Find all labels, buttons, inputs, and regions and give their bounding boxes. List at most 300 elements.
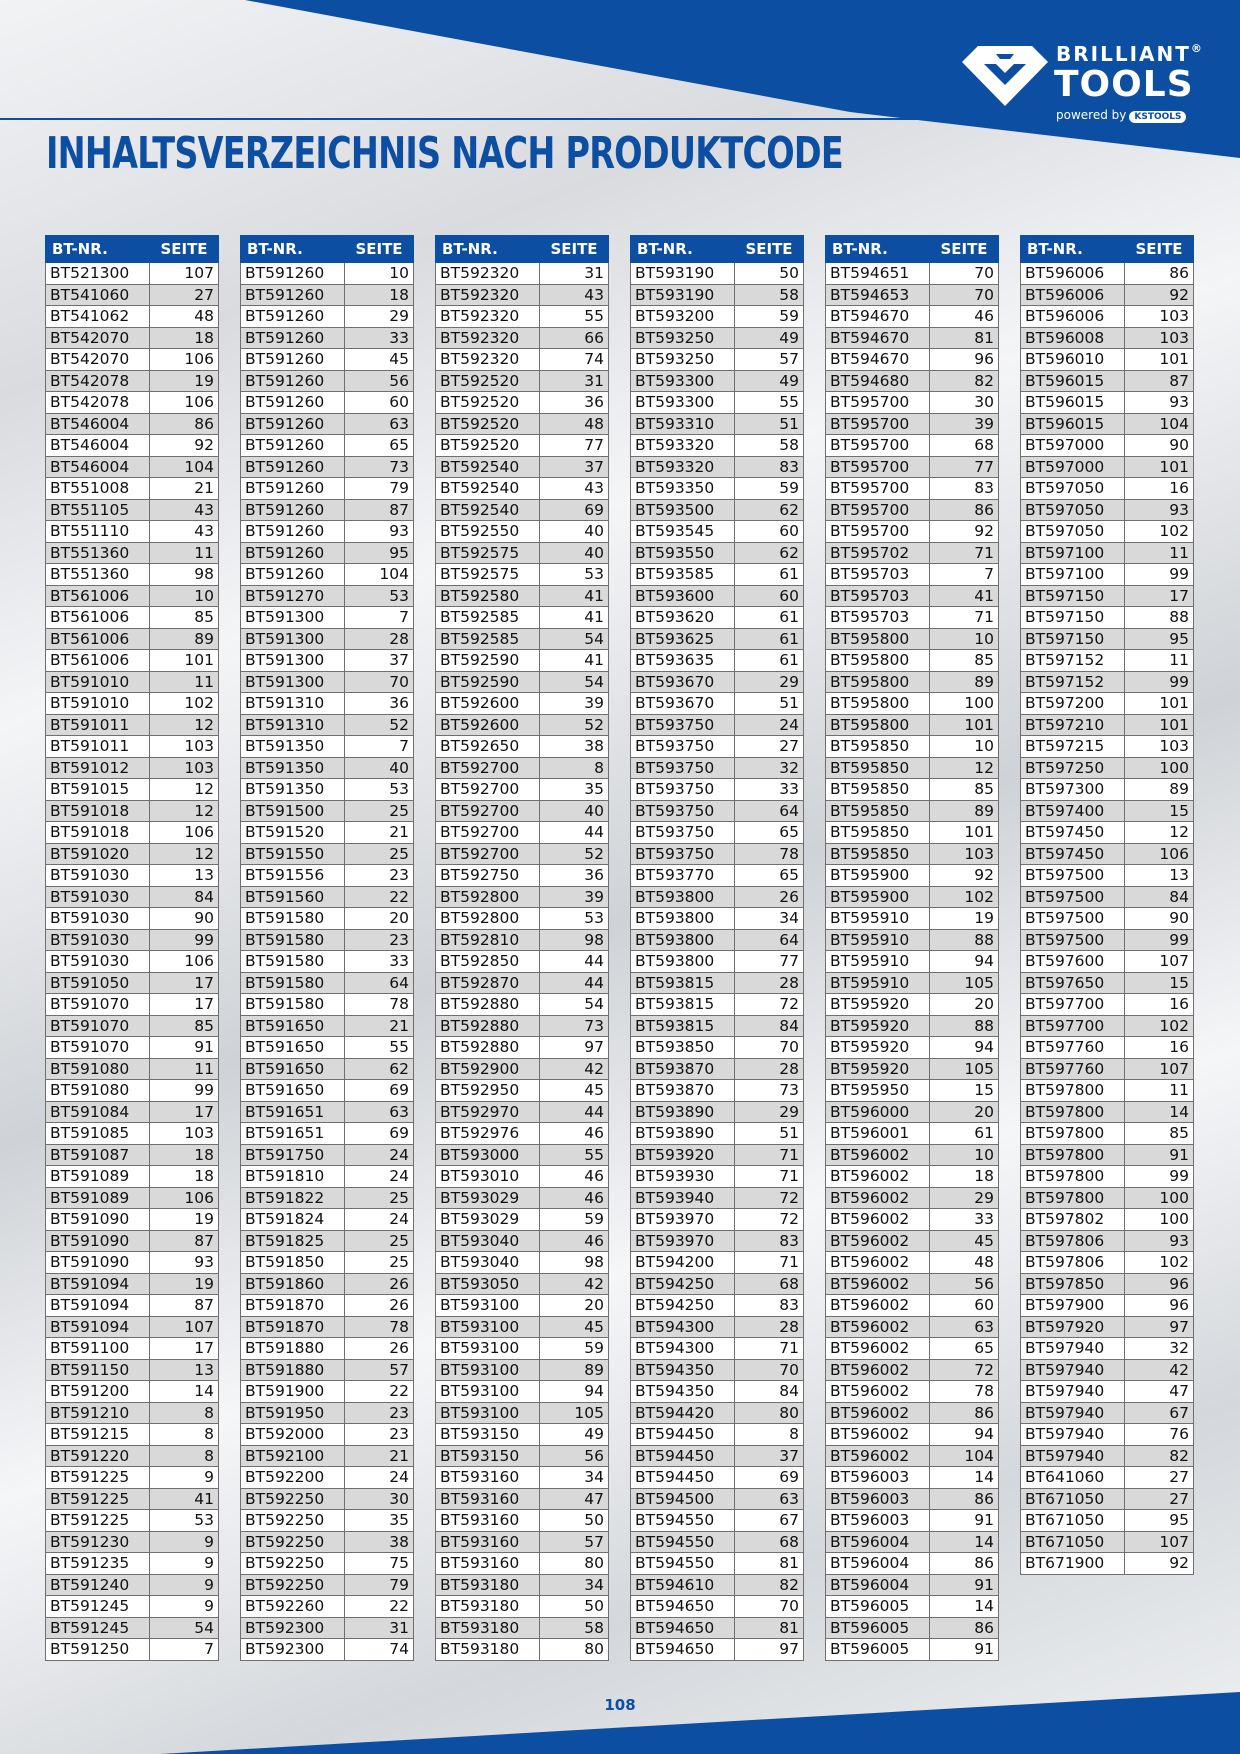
table-row [241, 1123, 414, 1145]
page-cell: 61 [735, 564, 804, 586]
page-cell: 55 [540, 1144, 609, 1166]
table-row [436, 1230, 609, 1252]
page-cell: 101 [1125, 349, 1194, 371]
product-code-cell: BT592580 [436, 585, 540, 607]
page-cell: 92 [930, 865, 999, 887]
product-code-cell: BT593750 [631, 843, 735, 865]
table-row [436, 349, 609, 371]
product-code-cell: BT591651 [241, 1123, 345, 1145]
page-cell: 95 [345, 542, 414, 564]
page-title: INHALTSVERZEICHNIS NACH PRODUKTCODE [46, 128, 843, 179]
table-row [46, 1058, 219, 1080]
table-row [241, 736, 414, 758]
page-cell: 29 [345, 306, 414, 328]
table-row [241, 1424, 414, 1446]
product-code-cell: BT591880 [241, 1359, 345, 1381]
product-code-cell: BT591270 [241, 585, 345, 607]
product-code-cell: BT592300 [241, 1617, 345, 1639]
product-code-cell: BT592540 [436, 499, 540, 521]
page-cell: 98 [540, 929, 609, 951]
page-cell: 8 [735, 1424, 804, 1446]
product-code-cell: BT597700 [1021, 994, 1125, 1016]
table-row [241, 521, 414, 543]
product-code-cell: BT591260 [241, 521, 345, 543]
product-code-cell: BT596006 [1021, 284, 1125, 306]
product-code-cell: BT595700 [826, 413, 930, 435]
page-cell: 71 [930, 607, 999, 629]
table-row [631, 736, 804, 758]
page-cell: 61 [930, 1123, 999, 1145]
column-header-page: SEITE [540, 236, 609, 263]
table-row [631, 1359, 804, 1381]
table-row [46, 1273, 219, 1295]
product-code-cell: BT592250 [241, 1510, 345, 1532]
table-row [241, 1295, 414, 1317]
product-code-cell: BT592950 [436, 1080, 540, 1102]
product-code-cell: BT593100 [436, 1359, 540, 1381]
page-cell: 55 [735, 392, 804, 414]
page-cell: 7 [150, 1639, 219, 1661]
product-code-cell: BT593300 [631, 370, 735, 392]
table-row [1021, 822, 1194, 844]
product-code-cell: BT593100 [436, 1402, 540, 1424]
table-row [241, 714, 414, 736]
product-code-cell: BT593870 [631, 1080, 735, 1102]
page-cell: 92 [1125, 1553, 1194, 1575]
table-row [241, 1166, 414, 1188]
page-cell: 101 [1125, 693, 1194, 715]
product-code-cell: BT592700 [436, 822, 540, 844]
product-code-cell: BT595850 [826, 757, 930, 779]
product-code-cell: BT546004 [46, 413, 150, 435]
table-row [46, 1252, 219, 1274]
table-row [241, 693, 414, 715]
table-row [1021, 800, 1194, 822]
page-cell: 86 [1125, 263, 1194, 285]
product-code-cell: BT594250 [631, 1295, 735, 1317]
page-cell: 92 [930, 521, 999, 543]
page-cell: 40 [540, 542, 609, 564]
product-code-cell: BT593625 [631, 628, 735, 650]
page-cell: 69 [345, 1080, 414, 1102]
table-row [826, 693, 999, 715]
table-row [826, 714, 999, 736]
product-code-cell: BT591070 [46, 994, 150, 1016]
page-cell: 103 [1125, 306, 1194, 328]
product-code-cell: BT591220 [46, 1445, 150, 1467]
product-code-cell: BT596003 [826, 1488, 930, 1510]
page-cell: 15 [930, 1080, 999, 1102]
page-cell: 14 [930, 1596, 999, 1618]
table-row [46, 929, 219, 951]
page-cell: 70 [735, 1359, 804, 1381]
table-row [631, 1381, 804, 1403]
table-row [826, 306, 999, 328]
page-cell: 76 [1125, 1424, 1194, 1446]
table-row [436, 865, 609, 887]
product-code-cell: BT594350 [631, 1381, 735, 1403]
product-code-cell: BT593500 [631, 499, 735, 521]
page-cell: 19 [150, 1209, 219, 1231]
page-cell: 54 [540, 994, 609, 1016]
table-row [1021, 1080, 1194, 1102]
table-row [241, 1080, 414, 1102]
table-row [1021, 972, 1194, 994]
page-cell: 8 [150, 1424, 219, 1446]
table-row [631, 1639, 804, 1661]
product-code-cell: BT591200 [46, 1381, 150, 1403]
product-code-cell: BT596002 [826, 1316, 930, 1338]
page-cell: 25 [345, 1187, 414, 1209]
product-code-cell: BT591260 [241, 413, 345, 435]
product-code-cell: BT591018 [46, 800, 150, 822]
product-code-cell: BT593635 [631, 650, 735, 672]
product-code-cell: BT592250 [241, 1531, 345, 1553]
page-cell: 86 [930, 1402, 999, 1424]
page-cell: 62 [345, 1058, 414, 1080]
page-cell: 31 [540, 263, 609, 285]
table-row [1021, 1187, 1194, 1209]
table-row [631, 822, 804, 844]
table-row [631, 1531, 804, 1553]
page-cell: 85 [150, 607, 219, 629]
page-cell: 49 [540, 1424, 609, 1446]
table-row [436, 800, 609, 822]
product-code-cell: BT593585 [631, 564, 735, 586]
product-code-cell: BT593180 [436, 1596, 540, 1618]
table-row [826, 1187, 999, 1209]
page-cell: 84 [1125, 886, 1194, 908]
product-code-cell: BT593160 [436, 1488, 540, 1510]
product-code-cell: BT591094 [46, 1316, 150, 1338]
product-code-cell: BT591089 [46, 1166, 150, 1188]
table-row [436, 1295, 609, 1317]
table-row [241, 1144, 414, 1166]
table-row [241, 1467, 414, 1489]
page-cell: 47 [1125, 1381, 1194, 1403]
table-row [46, 736, 219, 758]
product-code-cell: BT593940 [631, 1187, 735, 1209]
table-row [826, 1273, 999, 1295]
page-cell: 11 [1125, 1080, 1194, 1102]
product-code-cell: BT597152 [1021, 671, 1125, 693]
page-cell: 100 [1125, 1209, 1194, 1231]
table-row [436, 951, 609, 973]
page-cell: 8 [540, 757, 609, 779]
table-row [436, 994, 609, 1016]
product-code-cell: BT591822 [241, 1187, 345, 1209]
table-row [436, 886, 609, 908]
product-code-cell: BT597806 [1021, 1252, 1125, 1274]
page-cell: 39 [540, 886, 609, 908]
table-row [46, 1209, 219, 1231]
product-code-cell: BT595800 [826, 714, 930, 736]
table-row [1021, 1424, 1194, 1446]
product-code-cell: BT591580 [241, 994, 345, 1016]
product-code-cell: BT596002 [826, 1359, 930, 1381]
page-cell: 10 [930, 1144, 999, 1166]
product-code-cell: BT591080 [46, 1058, 150, 1080]
page-cell: 72 [735, 1187, 804, 1209]
page-cell: 41 [540, 585, 609, 607]
page-cell: 87 [345, 499, 414, 521]
page-cell: 8 [150, 1445, 219, 1467]
product-code-cell: BT591260 [241, 456, 345, 478]
product-code-cell: BT596002 [826, 1252, 930, 1274]
column-header-page: SEITE [1125, 236, 1194, 263]
page-cell: 37 [345, 650, 414, 672]
table-row [436, 327, 609, 349]
table-row [241, 1402, 414, 1424]
page-cell: 88 [930, 929, 999, 951]
page-cell: 56 [930, 1273, 999, 1295]
table-row [436, 1359, 609, 1381]
product-code-cell: BT591260 [241, 327, 345, 349]
product-code-cell: BT591580 [241, 908, 345, 930]
product-code-cell: BT551360 [46, 542, 150, 564]
table-row [436, 263, 609, 285]
page-cell: 55 [540, 306, 609, 328]
table-row [241, 1015, 414, 1037]
product-code-cell: BT591300 [241, 628, 345, 650]
page-cell: 54 [540, 628, 609, 650]
product-code-cell: BT591030 [46, 886, 150, 908]
page-cell: 94 [930, 1037, 999, 1059]
page-cell: 67 [735, 1510, 804, 1532]
page-cell: 93 [1125, 499, 1194, 521]
page-cell: 26 [735, 886, 804, 908]
product-code-cell: BT593200 [631, 306, 735, 328]
page-cell: 60 [345, 392, 414, 414]
page-cell: 19 [930, 908, 999, 930]
product-code-cell: BT596008 [1021, 327, 1125, 349]
page-cell: 80 [540, 1639, 609, 1661]
product-code-cell: BT592250 [241, 1488, 345, 1510]
table-row [241, 542, 414, 564]
table-row [436, 1617, 609, 1639]
page-cell: 11 [150, 542, 219, 564]
table-row [826, 564, 999, 586]
table-row [826, 263, 999, 285]
column-header-code: BT-NR. [241, 236, 345, 263]
table-row [241, 413, 414, 435]
page-cell: 77 [735, 951, 804, 973]
product-code-cell: BT591010 [46, 671, 150, 693]
table-row [46, 1144, 219, 1166]
product-code-cell: BT597800 [1021, 1166, 1125, 1188]
product-code-cell: BT595910 [826, 929, 930, 951]
product-code-cell: BT592870 [436, 972, 540, 994]
product-code-cell: BT595910 [826, 908, 930, 930]
product-code-cell: BT596006 [1021, 306, 1125, 328]
table-row [631, 929, 804, 951]
table-row [1021, 1123, 1194, 1145]
product-code-cell: BT594680 [826, 370, 930, 392]
page-cell: 13 [150, 865, 219, 887]
product-code-cell: BT591750 [241, 1144, 345, 1166]
page-cell: 39 [930, 413, 999, 435]
page-cell: 23 [345, 865, 414, 887]
table-row [241, 951, 414, 973]
page-cell: 81 [930, 327, 999, 349]
table-row [436, 1209, 609, 1231]
product-code-cell: BT595700 [826, 392, 930, 414]
product-code-cell: BT591260 [241, 542, 345, 564]
product-code-cell: BT597920 [1021, 1316, 1125, 1338]
product-code-cell: BT592320 [436, 349, 540, 371]
table-row [826, 779, 999, 801]
product-code-cell: BT591650 [241, 1037, 345, 1059]
page-cell: 52 [540, 843, 609, 865]
page-cell: 40 [540, 521, 609, 543]
page-cell: 9 [150, 1574, 219, 1596]
table-row [46, 1037, 219, 1059]
table-row [46, 542, 219, 564]
table-row [436, 607, 609, 629]
table-row [241, 994, 414, 1016]
product-code-cell: BT671900 [1021, 1553, 1125, 1575]
product-code-cell: BT595703 [826, 564, 930, 586]
product-code-cell: BT593100 [436, 1381, 540, 1403]
table-row [826, 607, 999, 629]
table-row [46, 1316, 219, 1338]
page-cell: 45 [345, 349, 414, 371]
table-row [1021, 1531, 1194, 1553]
page-cell: 12 [150, 714, 219, 736]
product-code-cell: BT593750 [631, 800, 735, 822]
table-row [46, 1424, 219, 1446]
product-code-cell: BT593800 [631, 951, 735, 973]
table-row [826, 1058, 999, 1080]
table-row [1021, 585, 1194, 607]
page-cell: 65 [345, 435, 414, 457]
product-code-cell: BT591089 [46, 1187, 150, 1209]
table-row [241, 972, 414, 994]
product-code-cell: BT592250 [241, 1553, 345, 1575]
product-code-cell: BT591250 [46, 1639, 150, 1661]
product-code-cell: BT595703 [826, 585, 930, 607]
index-table [1020, 235, 1194, 1575]
product-code-cell: BT596002 [826, 1187, 930, 1209]
page-cell: 24 [345, 1166, 414, 1188]
page-cell: 7 [345, 607, 414, 629]
product-code-cell: BT594670 [826, 306, 930, 328]
table-row [46, 972, 219, 994]
product-code-cell: BT591825 [241, 1230, 345, 1252]
table-row [241, 757, 414, 779]
product-code-cell: BT593010 [436, 1166, 540, 1188]
table-row [436, 693, 609, 715]
page-cell: 69 [735, 1467, 804, 1489]
product-code-cell: BT596002 [826, 1166, 930, 1188]
product-code-cell: BT595800 [826, 628, 930, 650]
page-cell: 68 [735, 1273, 804, 1295]
table-row [241, 1596, 414, 1618]
product-code-cell: BT593550 [631, 542, 735, 564]
product-code-cell: BT597940 [1021, 1381, 1125, 1403]
table-row [826, 865, 999, 887]
product-code-cell: BT592585 [436, 607, 540, 629]
page-cell: 49 [735, 327, 804, 349]
product-code-cell: BT593180 [436, 1574, 540, 1596]
page-cell: 80 [540, 1553, 609, 1575]
product-code-cell: BT592520 [436, 392, 540, 414]
table-row [241, 607, 414, 629]
table-row [241, 564, 414, 586]
product-code-cell: BT597800 [1021, 1144, 1125, 1166]
table-row [46, 435, 219, 457]
page-cell: 14 [930, 1467, 999, 1489]
product-code-cell: BT595700 [826, 435, 930, 457]
table-row [436, 972, 609, 994]
table-row [436, 585, 609, 607]
product-code-cell: BT592200 [241, 1467, 345, 1489]
table-row [631, 865, 804, 887]
page-cell: 23 [345, 1402, 414, 1424]
table-row [631, 585, 804, 607]
product-code-cell: BT594450 [631, 1424, 735, 1446]
page-cell: 51 [735, 413, 804, 435]
table-row [631, 757, 804, 779]
page-cell: 102 [150, 693, 219, 715]
table-row [631, 1553, 804, 1575]
page-cell: 41 [540, 650, 609, 672]
page-cell: 90 [150, 908, 219, 930]
table-row [631, 1101, 804, 1123]
index-table [825, 235, 999, 1661]
table-row [241, 779, 414, 801]
product-code-cell: BT597210 [1021, 714, 1125, 736]
table-row [1021, 757, 1194, 779]
product-code-cell: BT596002 [826, 1402, 930, 1424]
table-row [436, 736, 609, 758]
table-row [241, 1639, 414, 1661]
product-code-cell: BT595703 [826, 607, 930, 629]
product-code-cell: BT593770 [631, 865, 735, 887]
table-row [826, 1617, 999, 1639]
table-row [631, 1295, 804, 1317]
page-cell: 23 [345, 929, 414, 951]
product-code-cell: BT594300 [631, 1316, 735, 1338]
table-row [241, 822, 414, 844]
column-header-page: SEITE [930, 236, 999, 263]
page-cell: 11 [150, 1058, 219, 1080]
page-cell: 85 [930, 650, 999, 672]
page-cell: 106 [150, 1187, 219, 1209]
product-code-cell: BT594670 [826, 349, 930, 371]
page-cell: 50 [540, 1596, 609, 1618]
table-row [631, 521, 804, 543]
page-cell: 12 [150, 800, 219, 822]
page-cell: 86 [930, 1488, 999, 1510]
page-cell: 46 [540, 1123, 609, 1145]
table-row [631, 1037, 804, 1059]
table-row [436, 413, 609, 435]
table-row [436, 1488, 609, 1510]
table-row [436, 929, 609, 951]
table-row [436, 1080, 609, 1102]
page-cell: 20 [345, 908, 414, 930]
table-row [436, 757, 609, 779]
page-cell: 50 [540, 1510, 609, 1532]
page-cell: 89 [540, 1359, 609, 1381]
table-row [46, 306, 219, 328]
column-header-code: BT-NR. [46, 236, 150, 263]
page-cell: 69 [540, 499, 609, 521]
table-row [1021, 521, 1194, 543]
page-cell: 101 [150, 650, 219, 672]
product-code-cell: BT593180 [436, 1617, 540, 1639]
